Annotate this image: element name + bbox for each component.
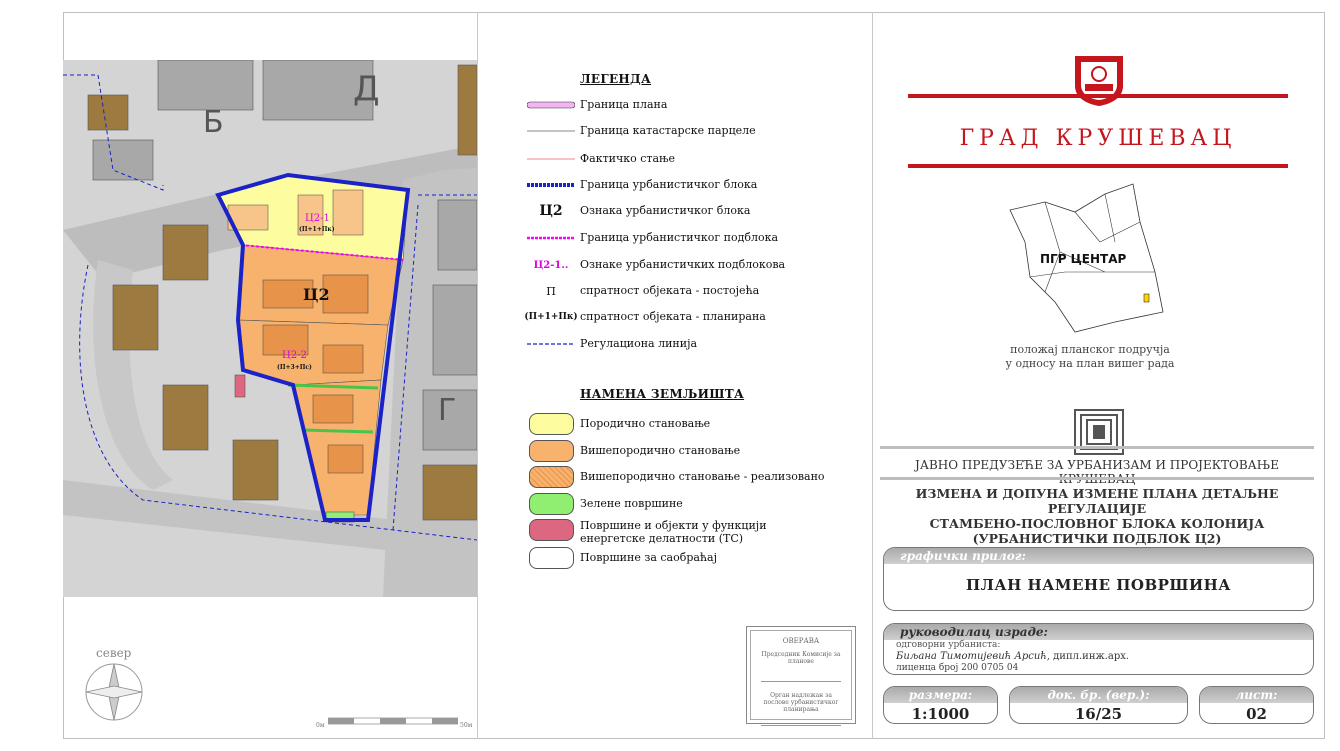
land-use-title: НАМЕНА ЗЕМЉИШТА [580, 387, 745, 401]
legend-item-block-boundary [525, 174, 865, 196]
scale-start: 0м [316, 722, 325, 729]
building [323, 345, 363, 373]
scale-label: размера: [884, 687, 997, 703]
legend-item-subblock-labels [525, 254, 865, 276]
land-use-green [525, 493, 865, 515]
plan-boundary-symbol-icon [527, 101, 575, 109]
legend-label: Граница плана [580, 98, 668, 111]
scale-bar [328, 716, 458, 726]
building [158, 60, 253, 110]
legend-label: Граница урбанистичког блока [580, 178, 758, 191]
subblock-label-symbol: Ц2-1.. [533, 259, 569, 271]
legend-label: Граница урбанистичког подблока [580, 231, 779, 244]
sheet-value: 02 [1246, 705, 1267, 723]
legend-item-plan-boundary [525, 94, 865, 116]
block-boundary-line-icon [527, 182, 575, 188]
north-arrow-icon [82, 660, 146, 724]
building [423, 465, 477, 520]
land-use-multi-family-realized [525, 466, 865, 488]
land-use-label: Породично становање [580, 417, 711, 430]
city-title: ГРАД КРУШЕВАЦ [959, 126, 1237, 151]
block-label-d: Д [353, 69, 380, 109]
stamp-line2: Орган надлежан за послове урбанистичког планирања [763, 692, 839, 713]
legend-item-block-label [525, 200, 865, 222]
floor-label-2: (П+3+Пс) [277, 364, 312, 371]
graphic-title: ПЛАН НАМЕНЕ ПОВРШИНА [965, 576, 1232, 594]
graphic-label: графички прилог: [884, 548, 1313, 564]
inset-caption-1: положај планског подручја [1010, 343, 1170, 356]
legend-label: Фактичко стање [580, 152, 676, 165]
block-label-g: Г [438, 393, 457, 428]
graphic-box [883, 547, 1314, 611]
lead-name-line [884, 651, 1313, 663]
divider-map [477, 12, 478, 739]
legend-label: Ознаке урбанистичких подблокова [580, 258, 786, 271]
map-svg [63, 60, 477, 597]
red-bar-bottom [908, 164, 1288, 168]
stamp-title: ОВЕРАВА [782, 637, 820, 645]
doc-label: док. бр. (вер.): [1010, 687, 1187, 703]
cadastral-line-icon [527, 129, 575, 133]
building [163, 225, 208, 280]
building [233, 440, 278, 500]
swatch-multi-family [529, 440, 574, 462]
land-use-label: Вишепородично становање [580, 444, 741, 457]
building [333, 190, 363, 235]
legend-label: спратност објеката - постојећа [580, 284, 760, 297]
swatch-traffic [529, 547, 574, 569]
building [313, 395, 353, 423]
swatch-multi-family-realized [529, 466, 574, 488]
legend-title: ЛЕГЕНДА [580, 72, 652, 86]
subblock-label-2: Ц2-2 [282, 350, 307, 361]
building [323, 275, 368, 313]
sheet-label: лист: [1200, 687, 1313, 703]
legend-label: Регулациона линија [580, 337, 698, 350]
scale-box [883, 686, 998, 724]
building [328, 445, 363, 473]
plan-title [880, 486, 1314, 546]
legend-item-subblock-boundary [525, 227, 865, 249]
scale-value: 1:1000 [911, 705, 970, 723]
building [113, 285, 158, 350]
floors-planned-symbol: (П+1+Пк) [524, 312, 578, 322]
actual-state-line-icon [527, 157, 575, 161]
lead-label: руководилац израде: [884, 624, 1313, 640]
legend-item-actual-state [525, 148, 865, 170]
building [163, 385, 208, 450]
legend-label: Ознака урбанистичког блока [580, 204, 751, 217]
north-label: север [96, 646, 132, 660]
swatch-energy [529, 519, 574, 541]
block-label-b: Б [203, 105, 224, 140]
legend-item-regulation-line [525, 333, 865, 355]
legend-label: спратност објеката - планирана [580, 310, 766, 323]
inset-label: ПГР ЦЕНТАР [1040, 252, 1127, 266]
scale-end: 50м [460, 722, 473, 729]
regulation-line-icon [527, 342, 575, 346]
inset-caption-2: у односу на план вишег рада [1005, 357, 1175, 370]
lead-license: лиценца број 200 0705 04 [896, 663, 1019, 673]
subblock-label-1: Ц2-1 [305, 213, 330, 224]
land-use-traffic [525, 547, 865, 569]
block-label-c2: Ц2 [303, 285, 330, 304]
gray-rule-top [880, 446, 1314, 449]
building [88, 95, 128, 130]
swatch-green [529, 493, 574, 515]
city-crest-icon [1071, 52, 1127, 108]
doc-value: 16/25 [1074, 705, 1123, 723]
building [433, 285, 477, 375]
land-use-multi-family [525, 440, 865, 462]
lead-box [883, 623, 1314, 675]
gray-rule-mid [880, 477, 1314, 480]
land-use-label: Зелене површине [580, 497, 683, 510]
divider-title [872, 12, 873, 739]
legend-item-floors-planned [525, 306, 865, 328]
lead-role: одговорни урбаниста: [896, 640, 1001, 650]
plan-title-line2: СТАМБЕНО-ПОСЛОВНОГ БЛОКА КОЛОНИЈА [929, 516, 1265, 531]
green-strip [303, 430, 373, 432]
zone-energy [235, 375, 245, 397]
land-use-label: Површине и објекти у функцији енергетске делатности (ТС) [580, 519, 767, 545]
legend-item-floors-existing [525, 280, 865, 302]
swatch-family [529, 413, 574, 435]
subblock-boundary-line-icon [527, 236, 575, 240]
land-use-map[interactable] [63, 60, 477, 597]
land-use-label: Површине за саобраћај [580, 551, 718, 564]
sheet-box [1199, 686, 1314, 724]
floors-existing-symbol: П [546, 284, 556, 298]
lead-name: Биљана Тимотијевић Арсић [896, 651, 1047, 662]
floor-label-1: (П+1+Пк) [299, 226, 335, 233]
plan-title-line3: (УРБАНИСТИЧКИ ПОДБЛОК Ц2) [972, 531, 1222, 546]
building [458, 65, 477, 155]
org-name: ЈАВНО ПРЕДУЗЕЋЕ ЗА УРБАНИЗАМ И ПРОЈЕКТОВАЊЕ [915, 458, 1279, 472]
plan-title-line1: ИЗМЕНА И ДОПУНА ИЗМЕНЕ ПЛАНА ДЕТАЉНЕ РЕГУЛАЦИЈЕ [915, 486, 1279, 516]
land-use-energy [525, 519, 865, 545]
land-use-label: Вишепородично становање - реализовано [580, 470, 825, 483]
building [438, 200, 477, 270]
land-use-family [525, 413, 865, 435]
doc-box [1009, 686, 1188, 724]
approval-stamp [746, 626, 856, 724]
red-bar-top [908, 94, 1288, 98]
legend-item-cadastral [525, 120, 865, 142]
stamp-line1: Председник Комисије за планове [761, 651, 841, 665]
legend-label: Граница катастарске парцеле [580, 124, 756, 137]
block-label-symbol: Ц2 [539, 203, 563, 219]
lead-title: , дипл.инж.арх. [1046, 651, 1130, 662]
